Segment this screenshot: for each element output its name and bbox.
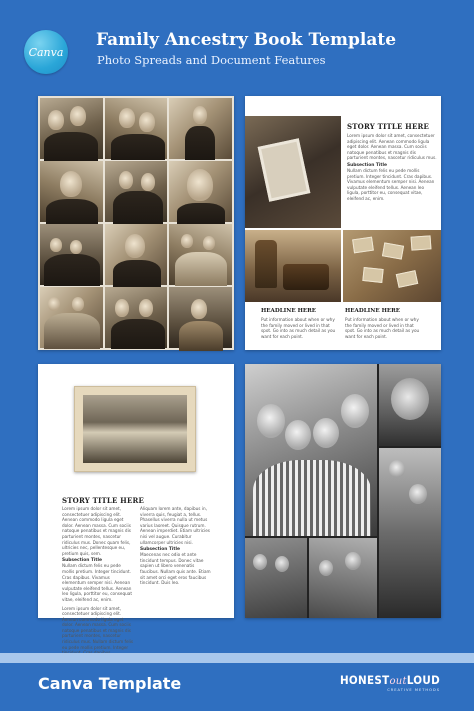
- vintage-photo: [40, 161, 103, 222]
- body-paragraph: Maecenas nec odio et ante tincidunt tempus. Donec vitae sapien ut libero venenatis faucibus. Nullam quis ante. Etiam sit amet orci eget eros faucibus tincidunt. Duis leo.: [140, 552, 211, 586]
- brand-word-right: LOUD: [406, 673, 440, 687]
- body-paragraph: Lorem ipsum dolor sit amet, consectetuer adipiscing elit. Aenean commodo ligula eget dolor. Aenean massa. Cum sociis natoque penatibus et magnis dis parturient montes, nascetur ridiculus mus. Donec quam felis, ultricies nec, pellentesque eu, pretium quis, sem.: [62, 506, 131, 556]
- vintage-photo: [105, 98, 168, 159]
- brand-tagline: CREATIVE METHODS: [387, 688, 440, 692]
- vintage-landscape-photo: [74, 386, 196, 472]
- postcards-image: [343, 230, 441, 302]
- caption-left: Put information about when or why the family moved or lived in that spot. Go into as much detail as you want for each point.: [261, 317, 336, 339]
- subsection-title: Subsection Title: [347, 162, 387, 168]
- vintage-photo: [40, 287, 103, 348]
- brand-logo[interactable]: [340, 673, 440, 692]
- caption-right: Put information about when or why the family moved or lived in that spot. Go into as much detail as you want for each point.: [345, 317, 420, 339]
- vintage-photo: [40, 98, 103, 159]
- subsection-title: Subsection Title: [62, 558, 102, 564]
- vintage-photo: [105, 161, 168, 222]
- brand-word-script: out: [389, 676, 407, 687]
- vintage-photo: [169, 98, 232, 159]
- vintage-photo: [105, 224, 168, 285]
- body-paragraph: Nullam dictum felis eu pede mollis pretium. Integer tincidunt. Cras dapibus. Vivamus elementum semper nisi. Aenean vulputate eleifend tellus. Aenean leo ligula, porttitor eu, consequat vitae, eleifend ac, enim.: [347, 167, 435, 201]
- body-paragraph: Nullam dictum felis eu pede mollis pretium. Integer tincidunt. Cras dapibus. Vivamus elementum semper nisi. Aenean vulputate eleifend tellus. Aenean leo ligula, porttitor eu, consequat vitae, eleifend ac, enim.: [62, 563, 132, 602]
- page-title: Family Ancestry Book Template: [96, 30, 397, 50]
- footer-label: Canva Template: [38, 674, 182, 693]
- body-paragraph: Lorem ipsum dolor sit amet, consectetuer adipiscing elit. Aenean commodo ligula eget dolor. Aenean massa. Cum sociis natoque penatibus et magnis dis parturient montes, nascetur ridiculus mus. Nullam dictum felis eu pede mollis pretium. Integer: [62, 605, 134, 650]
- family-photo: [245, 364, 377, 536]
- vintage-photo: [169, 161, 232, 222]
- vintage-photo: [40, 224, 103, 285]
- photo-collage-page: [38, 96, 234, 350]
- old-photo-in-hands-image: [245, 116, 341, 228]
- vintage-photo: [169, 224, 232, 285]
- text-column-right: [140, 506, 212, 586]
- text-column-left: [62, 506, 134, 656]
- child-photo: [379, 448, 441, 618]
- kids-photo: [245, 538, 307, 618]
- footer-divider: [0, 653, 474, 663]
- vintage-photo: [169, 287, 232, 348]
- lantern-radio-image: [245, 230, 341, 302]
- page-subtitle: Photo Spreads and Document Features: [97, 53, 326, 67]
- footer: [0, 663, 474, 711]
- baby-photo: [379, 364, 441, 446]
- story-text: [347, 133, 437, 202]
- family-photo-page: [245, 364, 441, 618]
- subsection-title: Subsection Title: [140, 547, 180, 553]
- kids-photo: [309, 538, 377, 618]
- canva-logo[interactable]: [24, 30, 68, 74]
- body-paragraph: Aliquam lorem ante, dapibus in, viverra quis, feugiat a, tellus. Phasellus viverra nulla ut metus varius laoreet. Quisque rutrum. Aenean imperdiet. Etiam ultricies nisi vel augue. Curabitur ullamcorper ultricies nisi.: [140, 506, 210, 545]
- story-page: [245, 96, 441, 350]
- story-title: STORY TITLE HERE: [347, 122, 430, 131]
- header: [0, 0, 474, 82]
- photo-grid: [40, 98, 232, 348]
- brand-word-left: HONEST: [339, 673, 390, 687]
- headline-right: HEADLINE HERE: [345, 308, 401, 314]
- vintage-photo: [105, 287, 168, 348]
- canva-logo-text: Canva: [28, 45, 64, 59]
- headline-left: HEADLINE HERE: [261, 308, 317, 314]
- body-paragraph: Lorem ipsum dolor sit amet, consectetuer adipiscing elit. Aenean commodo ligula eget dolor. Aenean massa. Cum sociis natoque penatibus et magnis dis parturient montes, nascetur ridiculus mus.: [347, 133, 437, 161]
- document-page: [38, 364, 234, 650]
- story-title: STORY TITLE HERE: [62, 496, 145, 505]
